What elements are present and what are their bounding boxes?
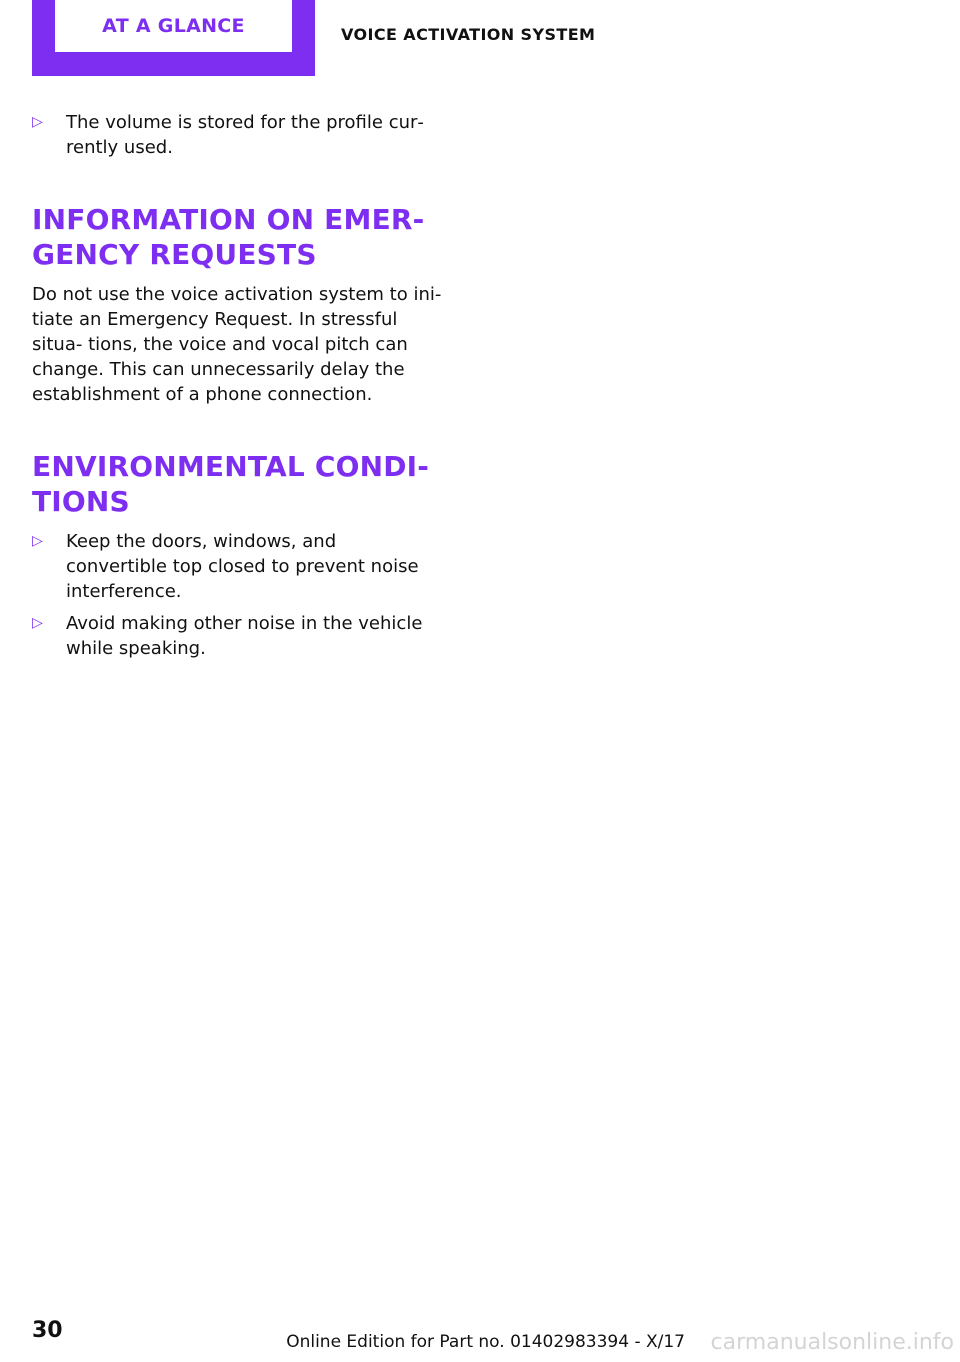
environment-bullet-text: Avoid making other noise in the vehicle while speaking.: [66, 613, 423, 659]
heading-emergency-requests: INFORMATION ON EMER‐ GENCY REQUESTS: [32, 203, 425, 271]
chapter-tab: [32, 0, 315, 76]
page-number: 30: [32, 1318, 63, 1343]
watermark: carmanualsonline.info: [710, 1330, 954, 1355]
section-title: VOICE ACTIVATION SYSTEM: [341, 25, 596, 44]
triangle-bullet-icon: ▷: [32, 533, 43, 549]
environment-bullet-text: Keep the doors, windows, and convertible top closed to prevent noise interference.: [66, 531, 419, 602]
intro-bullet-text: The volume is stored for the profile cur‐ rently used.: [66, 112, 424, 158]
triangle-bullet-icon: ▷: [32, 615, 43, 631]
chapter-tab-label: AT A GLANCE: [102, 15, 245, 37]
edition-footer: Online Edition for Part no. 01402983394 - X/17: [286, 1332, 685, 1352]
page-content: [32, 110, 442, 668]
intro-bullet-item: [32, 110, 442, 160]
environment-bullet-item: [32, 529, 442, 604]
triangle-bullet-icon: ▷: [32, 114, 43, 130]
environment-bullet-item: [32, 611, 442, 661]
emergency-paragraph: Do not use the voice activation system to ini‐ tiate an Emergency Request. In stressful situa‐ tions, the voice and vocal pitch can change. This can unnecessarily delay the establishment of a phone connection.: [32, 284, 442, 405]
chapter-tab-inner: [55, 0, 292, 52]
heading-environmental-conditions: ENVIRONMENTAL CONDI‐ TIONS: [32, 450, 430, 518]
